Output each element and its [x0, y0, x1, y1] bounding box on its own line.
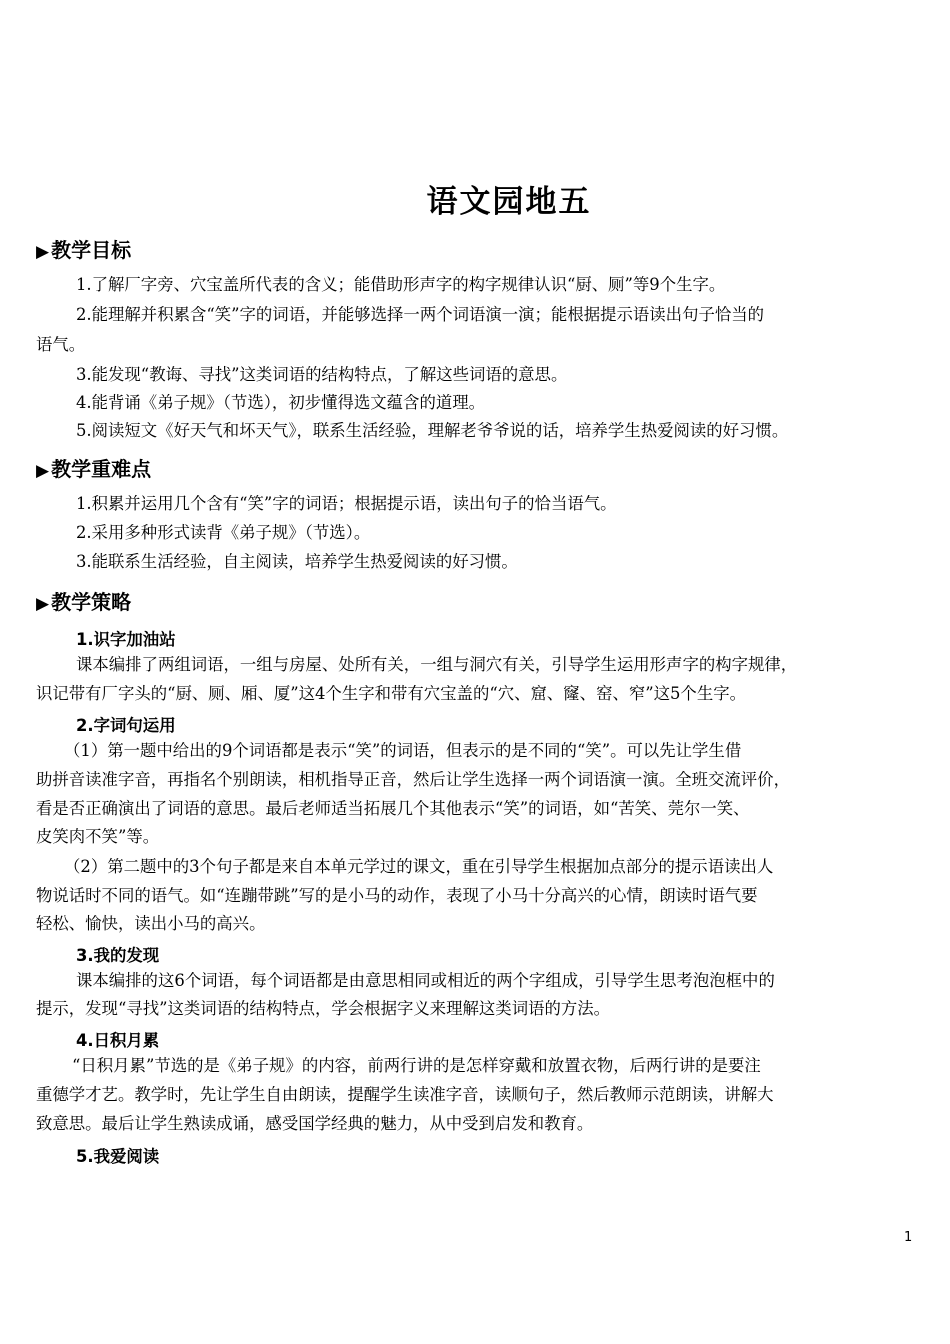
paragraph-line: 助拼音读准字音，再指名个别朗读，相机指导正音，然后让学生选择一两个词语演一演。全班交流评价，	[36, 770, 790, 789]
triangle-bullet-icon: ▶	[36, 461, 50, 481]
section-heading-text: 教学策略	[51, 590, 132, 614]
paragraph-line: 轻松、愉快，读出小马的高兴。	[36, 914, 266, 933]
section-heading-text: 教学目标	[51, 238, 132, 262]
paragraph-line: 识记带有厂字头的“厨、厕、厢、厦”这4个生字和带有穴宝盖的“穴、窟、窿、窑、窄”这5个生字。	[36, 684, 746, 703]
paragraph-line: 致意思。最后让学生熟读成诵，感受国学经典的魅力，从中受到启发和教育。	[36, 1114, 594, 1133]
paragraph-line: （2）第二题中的3个句子都是来自本单元学过的课文，重在引导学生根据加点部分的提示语读出人	[64, 857, 774, 876]
strategy-subheading: 4.日积月累	[76, 1031, 160, 1050]
section-heading-goals	[36, 234, 131, 263]
paragraph-line: 看是否正确演出了词语的意思。最后老师适当拓展几个其他表示“笑”的词语，如“苦笑、莞尔一笑、	[36, 799, 750, 818]
paragraph-line: 提示，发现“寻找”这类词语的结构特点，学会根据字义来理解这类词语的方法。	[36, 999, 611, 1018]
paragraph-line: “日积月累”节选的是《弟子规》的内容，前两行讲的是怎样穿戴和放置衣物，后两行讲的是要注	[72, 1056, 761, 1075]
section-heading-difficulties	[36, 453, 151, 482]
goal-item: 5.阅读短文《好天气和坏天气》，联系生活经验，理解老爷爷说的话，培养学生热爱阅读的好习惯。	[76, 421, 789, 440]
goal-item: 2.能理解并积累含“笑”字的词语，并能够选择一两个词语演一演；能根据提示语读出句子恰当的	[76, 305, 765, 324]
difficulty-item: 3.能联系生活经验，自主阅读，培养学生热爱阅读的好习惯。	[76, 552, 518, 571]
goal-item: 4.能背诵《弟子规》（节选），初步懂得选文蕴含的道理。	[76, 393, 486, 412]
section-heading-strategy	[36, 586, 131, 615]
page-title: 语文园地五	[426, 184, 592, 220]
paragraph-line: 皮笑肉不笑”等。	[36, 827, 160, 846]
section-heading-text: 教学重难点	[51, 457, 152, 481]
strategy-subheading: 3.我的发现	[76, 946, 160, 965]
paragraph-line: 重德学才艺。教学时，先让学生自由朗读，提醒学生读准字音，读顺句子，然后教师示范朗读，讲解大	[36, 1085, 774, 1104]
difficulty-item: 2.采用多种形式读背《弟子规》（节选）。	[76, 523, 371, 542]
strategy-subheading: 2.字词句运用	[76, 716, 176, 735]
goal-item-continued: 语气。	[36, 335, 86, 354]
strategy-subheading: 1.识字加油站	[76, 630, 176, 649]
paragraph-line: （1）第一题中给出的9个词语都是表示“笑”的词语，但表示的是不同的“笑”。可以先让学生借	[64, 741, 742, 760]
paragraph-line: 物说话时不同的语气。如“连蹦带跳”写的是小马的动作，表现了小马十分高兴的心情，朗读时语气要	[36, 886, 758, 905]
difficulty-item: 1.积累并运用几个含有“笑”字的词语；根据提示语，读出句子的恰当语气。	[76, 494, 617, 513]
paragraph-line: 课本编排的这6个词语，每个词语都是由意思相同或相近的两个字组成，引导学生思考泡泡框中的	[76, 971, 775, 990]
triangle-bullet-icon: ▶	[36, 242, 50, 262]
goal-item: 1.了解厂字旁、穴宝盖所代表的含义；能借助形声字的构字规律认识“厨、厕”等9个生字。	[76, 275, 726, 294]
paragraph-line: 课本编排了两组词语，一组与房屋、处所有关，一组与洞穴有关，引导学生运用形声字的构字规律，	[76, 655, 798, 674]
strategy-subheading: 5.我爱阅读	[76, 1147, 160, 1166]
goal-item: 3.能发现“教诲、寻找”这类词语的结构特点，了解这些词语的意思。	[76, 365, 568, 384]
triangle-bullet-icon: ▶	[36, 594, 50, 614]
page-number: 1	[904, 1230, 913, 1245]
